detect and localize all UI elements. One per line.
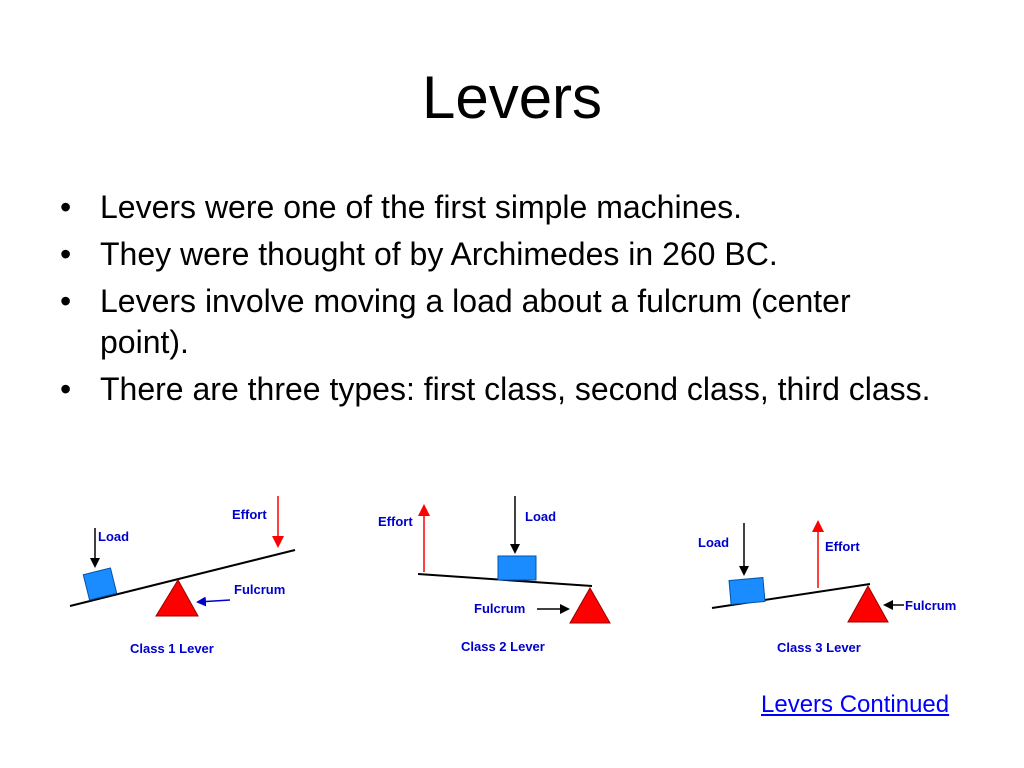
load-label: Load [525, 509, 557, 524]
bullet-text: They were thought of by Archimedes in 260 BC. [100, 236, 778, 272]
load-box [498, 556, 536, 580]
class-3-lever-diagram [694, 488, 974, 663]
diagram-caption: Class 3 Lever [777, 640, 861, 655]
bullet-text: Levers involve moving a load about a fulcrum (center point). [100, 283, 851, 360]
class-1-lever-diagram [60, 488, 310, 663]
bullet-dot: • [60, 283, 72, 319]
bullet-item [56, 281, 936, 363]
effort-label: Effort [825, 539, 860, 554]
fulcrum-label: Fulcrum [234, 582, 286, 597]
bullet-text: There are three types: first class, second class, third class. [100, 371, 931, 407]
bullet-item [56, 234, 936, 275]
diagram-caption: Class 1 Lever [130, 641, 214, 656]
load-box [729, 578, 765, 605]
effort-label: Effort [232, 507, 267, 522]
bullet-item [56, 187, 936, 228]
fulcrum-label: Fulcrum [474, 601, 526, 616]
fulcrum-label: Fulcrum [905, 598, 957, 613]
fulcrum-triangle [570, 588, 610, 623]
bullet-dot: • [60, 236, 72, 272]
bullet-dot: • [60, 189, 72, 225]
levers-continued-link[interactable]: Levers Continued [761, 691, 950, 718]
slide-title: Levers [421, 64, 603, 131]
load-label: Load [98, 529, 130, 544]
load-label: Load [698, 535, 730, 550]
diagram-caption: Class 2 Lever [461, 639, 545, 654]
bullet-item [56, 369, 936, 410]
bullet-list [56, 187, 936, 416]
effort-label: Effort [378, 514, 413, 529]
fulcrum-triangle [156, 580, 198, 616]
class-2-lever-diagram [370, 488, 620, 663]
bullet-text: Levers were one of the first simple machines. [100, 189, 743, 225]
bullet-dot: • [60, 371, 72, 407]
fulcrum-arrow [198, 600, 230, 602]
fulcrum-triangle [848, 586, 888, 622]
